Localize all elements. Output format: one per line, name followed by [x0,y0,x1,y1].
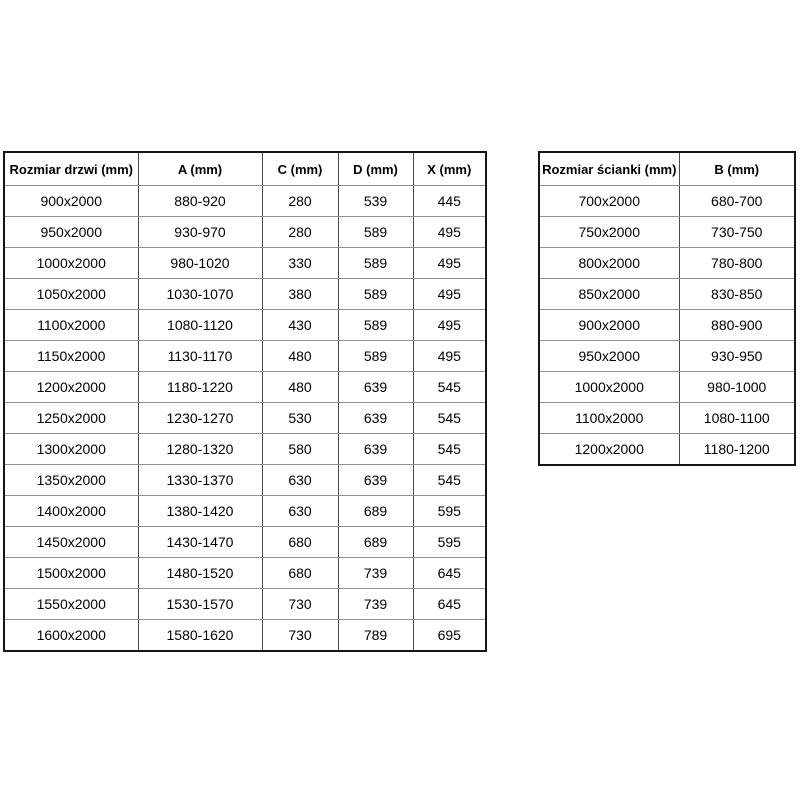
table-cell: 1130-1170 [138,341,262,372]
table-cell: 495 [413,248,486,279]
table-cell: 1200x2000 [539,434,679,466]
table-cell: 930-970 [138,217,262,248]
table-row [4,403,486,434]
table-cell: 495 [413,341,486,372]
table-cell: 645 [413,558,486,589]
table-cell: 589 [338,279,413,310]
table-cell: 1300x2000 [4,434,138,465]
table-row [4,558,486,589]
table-cell: 480 [262,341,338,372]
table-cell: 730 [262,589,338,620]
table-cell: 680 [262,558,338,589]
table-cell: 1030-1070 [138,279,262,310]
table-row [4,279,486,310]
table-cell: 1200x2000 [4,372,138,403]
table-row [4,434,486,465]
table-cell: 1230-1270 [138,403,262,434]
table-cell: 800x2000 [539,248,679,279]
table-cell: 430 [262,310,338,341]
table-cell: 545 [413,372,486,403]
column-header: A (mm) [138,152,262,186]
table-cell: 1450x2000 [4,527,138,558]
table-cell: 280 [262,217,338,248]
door-dimensions-table [3,151,487,652]
table-cell: 1500x2000 [4,558,138,589]
table-cell: 495 [413,279,486,310]
table-cell: 280 [262,186,338,217]
table-row [4,217,486,248]
table-row [539,310,795,341]
table-cell: 689 [338,527,413,558]
table-cell: 780-800 [679,248,795,279]
column-header: C (mm) [262,152,338,186]
table-cell: 445 [413,186,486,217]
column-header: Rozmiar ścianki (mm) [539,152,679,186]
table-cell: 739 [338,589,413,620]
table-cell: 380 [262,279,338,310]
table-cell: 330 [262,248,338,279]
table-cell: 1550x2000 [4,589,138,620]
table-cell: 950x2000 [4,217,138,248]
table-cell: 589 [338,248,413,279]
table-cell: 1000x2000 [4,248,138,279]
table-cell: 880-900 [679,310,795,341]
table-row [539,434,795,466]
table-cell: 595 [413,527,486,558]
table-cell: 589 [338,341,413,372]
table-cell: 1100x2000 [4,310,138,341]
table-row [4,589,486,620]
table-cell: 1250x2000 [4,403,138,434]
table-cell: 1400x2000 [4,496,138,527]
table-cell: 589 [338,310,413,341]
table-cell: 545 [413,403,486,434]
table-cell: 589 [338,217,413,248]
table-row [539,186,795,217]
table-cell: 1480-1520 [138,558,262,589]
table-cell: 1580-1620 [138,620,262,652]
door-table-header-row [4,152,486,186]
table-cell: 739 [338,558,413,589]
table-cell: 495 [413,310,486,341]
column-header: D (mm) [338,152,413,186]
table-cell: 730-750 [679,217,795,248]
wall-table-header-row [539,152,795,186]
table-row [4,527,486,558]
table-cell: 545 [413,465,486,496]
table-cell: 1430-1470 [138,527,262,558]
table-cell: 639 [338,372,413,403]
table-cell: 900x2000 [539,310,679,341]
table-cell: 1330-1370 [138,465,262,496]
wall-dimensions-table [538,151,796,466]
table-cell: 1600x2000 [4,620,138,652]
table-cell: 530 [262,403,338,434]
table-cell: 480 [262,372,338,403]
table-cell: 1000x2000 [539,372,679,403]
table-cell: 1080-1120 [138,310,262,341]
column-header: X (mm) [413,152,486,186]
table-cell: 1280-1320 [138,434,262,465]
table-cell: 850x2000 [539,279,679,310]
table-row [539,372,795,403]
table-cell: 630 [262,496,338,527]
table-cell: 1100x2000 [539,403,679,434]
table-row [539,403,795,434]
table-cell: 695 [413,620,486,652]
table-cell: 630 [262,465,338,496]
table-cell: 950x2000 [539,341,679,372]
table-row [4,310,486,341]
table-row [4,372,486,403]
column-header: Rozmiar drzwi (mm) [4,152,138,186]
table-row [4,186,486,217]
table-row [4,496,486,527]
table-cell: 900x2000 [4,186,138,217]
table-row [4,248,486,279]
table-cell: 495 [413,217,486,248]
table-cell: 689 [338,496,413,527]
table-cell: 789 [338,620,413,652]
table-cell: 880-920 [138,186,262,217]
table-cell: 830-850 [679,279,795,310]
table-cell: 1150x2000 [4,341,138,372]
column-header: B (mm) [679,152,795,186]
table-cell: 680 [262,527,338,558]
table-cell: 1350x2000 [4,465,138,496]
table-cell: 1380-1420 [138,496,262,527]
table-row [4,465,486,496]
table-cell: 639 [338,403,413,434]
table-cell: 730 [262,620,338,652]
table-row [539,248,795,279]
table-cell: 1180-1220 [138,372,262,403]
table-row [539,279,795,310]
table-cell: 545 [413,434,486,465]
table-cell: 645 [413,589,486,620]
table-row [4,341,486,372]
table-cell: 930-950 [679,341,795,372]
table-cell: 680-700 [679,186,795,217]
table-cell: 700x2000 [539,186,679,217]
table-cell: 539 [338,186,413,217]
table-cell: 1530-1570 [138,589,262,620]
table-row [539,217,795,248]
table-cell: 595 [413,496,486,527]
table-cell: 750x2000 [539,217,679,248]
table-cell: 1080-1100 [679,403,795,434]
table-cell: 980-1000 [679,372,795,403]
table-cell: 580 [262,434,338,465]
table-row [4,620,486,652]
table-cell: 1180-1200 [679,434,795,466]
table-cell: 1050x2000 [4,279,138,310]
table-cell: 639 [338,465,413,496]
table-cell: 639 [338,434,413,465]
table-cell: 980-1020 [138,248,262,279]
table-row [539,341,795,372]
